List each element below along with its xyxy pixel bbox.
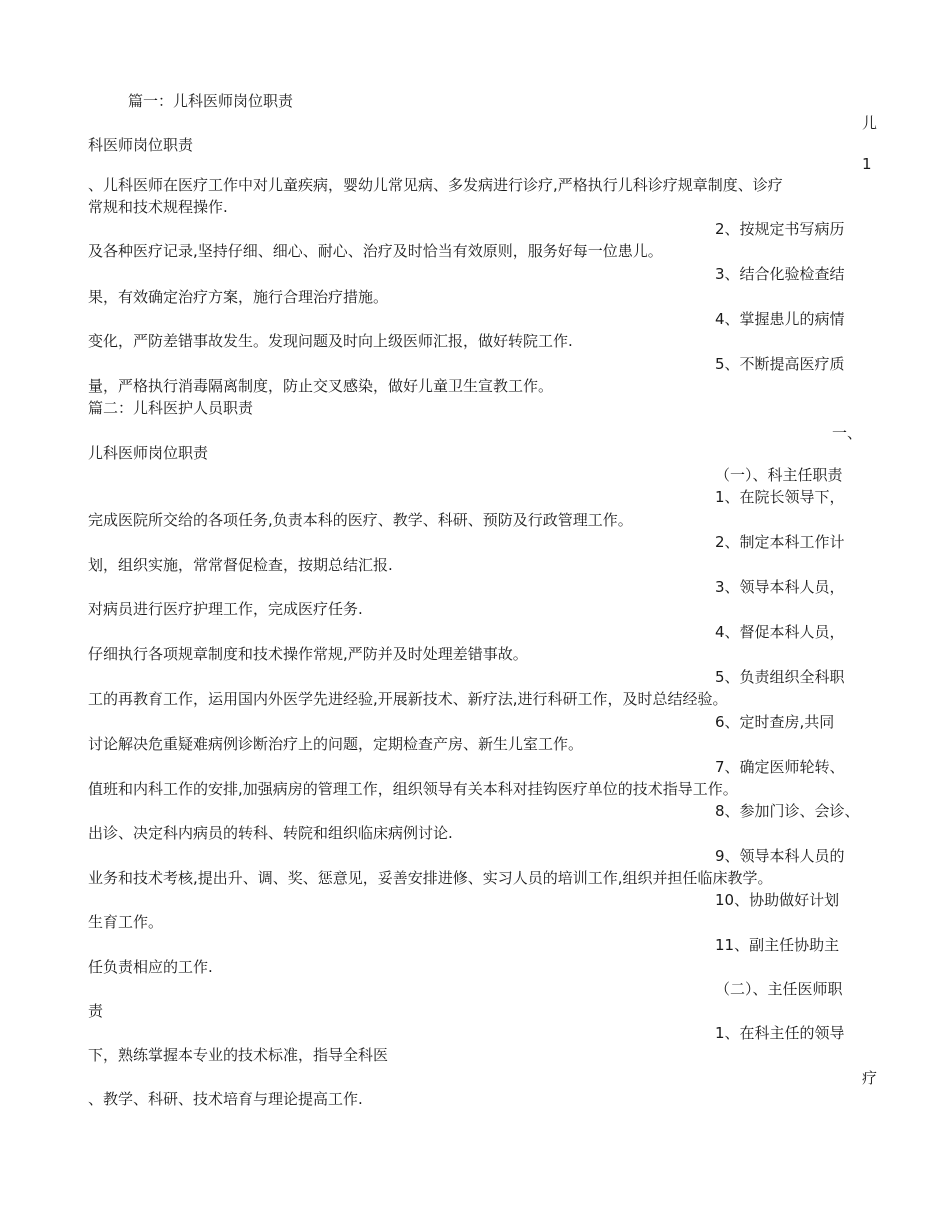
text-line: 下，熟练掌握本专业的技术标准，指导全科医 — [88, 1046, 389, 1064]
text-line: 10、协助做好计划 — [715, 891, 840, 909]
text-line: 讨论解决危重疑难病例诊断治疗上的问题，定期检查产房、新生儿室工作。 — [88, 735, 584, 753]
text-line: 业务和技术考核,提出升、调、奖、惩意见，妥善安排进修、实习人员的培训工作,组织并担任临床教学。 — [88, 869, 773, 887]
text-line: 5、负责组织全科职 — [715, 668, 845, 686]
text-line: 工的再教育工作，运用国内外医学先进经验,开展新技术、新疗法,进行科研工作，及时总结经验。 — [88, 690, 728, 708]
text-line: 3、结合化验检查结 — [715, 265, 845, 283]
section-heading-1: 篇一：儿科医师岗位职责 — [128, 92, 294, 110]
section-heading-2: 篇二：儿科医护人员职责 — [88, 399, 254, 417]
text-line: 及各种医疗记录,坚持仔细、细心、耐心、治疗及时恰当有效原则，服务好每一位患儿。 — [88, 242, 663, 260]
text-line: 2、按规定书写病历 — [715, 220, 845, 238]
text-line: 1、在科主任的领导 — [715, 1024, 845, 1042]
text-line: 6、定时查房,共同 — [715, 713, 835, 731]
text-line: 出诊、决定科内病员的转科、转院和组织临床病例讨论. — [88, 824, 453, 842]
text-line: 任负责相应的工作. — [88, 958, 213, 976]
text-line: 对病员进行医疗护理工作，完成医疗任务. — [88, 600, 363, 618]
text-line: 8、参加门诊、会诊、 — [715, 802, 860, 820]
text-line: 5、不断提高医疗质 — [715, 355, 845, 373]
text-line: 果，有效确定治疗方案，施行合理治疗措施。 — [88, 288, 389, 306]
text-line: 1、在院长领导下， — [715, 488, 845, 506]
text-line: 科医师岗位职责 — [88, 136, 194, 154]
text-line: 4、掌握患儿的病情 — [715, 310, 845, 328]
text-line: 值班和内科工作的安排,加强病房的管理工作，组织领导有关本科对挂钩医疗单位的技术指导工作。 — [88, 780, 738, 798]
text-line: （一）、科主任职责 — [715, 466, 843, 484]
text-line: 7、确定医师轮转、 — [715, 758, 845, 776]
text-line: 生育工作。 — [88, 913, 164, 931]
text-line: 一、 — [832, 424, 863, 442]
text-line: 儿科医师岗位职责 — [88, 444, 209, 462]
text-line: 变化，严防差错事故发生。发现问题及时向上级医师汇报，做好转院工作. — [88, 332, 573, 350]
text-line: 1 — [862, 155, 872, 173]
text-line: 常规和技术规程操作. — [88, 198, 228, 216]
text-line: 11、副主任协助主 — [715, 936, 840, 954]
text-line: 9、领导本科人员的 — [715, 847, 845, 865]
text-line: 仔细执行各项规章制度和技术操作常规,严防并及时处理差错事故。 — [88, 645, 528, 663]
text-line: 量，严格执行消毒隔离制度，防止交叉感染，做好儿童卫生宣教工作。 — [88, 377, 554, 395]
text-line: 完成医院所交给的各项任务,负责本科的医疗、教学、科研、预防及行政管理工作。 — [88, 511, 633, 529]
text-line: 疗 — [862, 1069, 878, 1087]
text-line: 划，组织实施，常常督促检查，按期总结汇报. — [88, 556, 393, 574]
text-line: 3、领导本科人员， — [715, 578, 845, 596]
text-line: 4、督促本科人员， — [715, 623, 845, 641]
text-line: 责 — [88, 1002, 104, 1020]
text-line: 、儿科医师在医疗工作中对儿童疾病，婴幼儿常见病、多发病进行诊疗,严格执行儿科诊疗规章制度、诊疗 — [88, 176, 783, 194]
text-line: 儿 — [862, 114, 878, 132]
text-line: 、教学、科研、技术培育与理论提高工作. — [88, 1090, 363, 1108]
text-line: （二）、主任医师职 — [715, 980, 843, 998]
text-line: 2、制定本科工作计 — [715, 533, 845, 551]
